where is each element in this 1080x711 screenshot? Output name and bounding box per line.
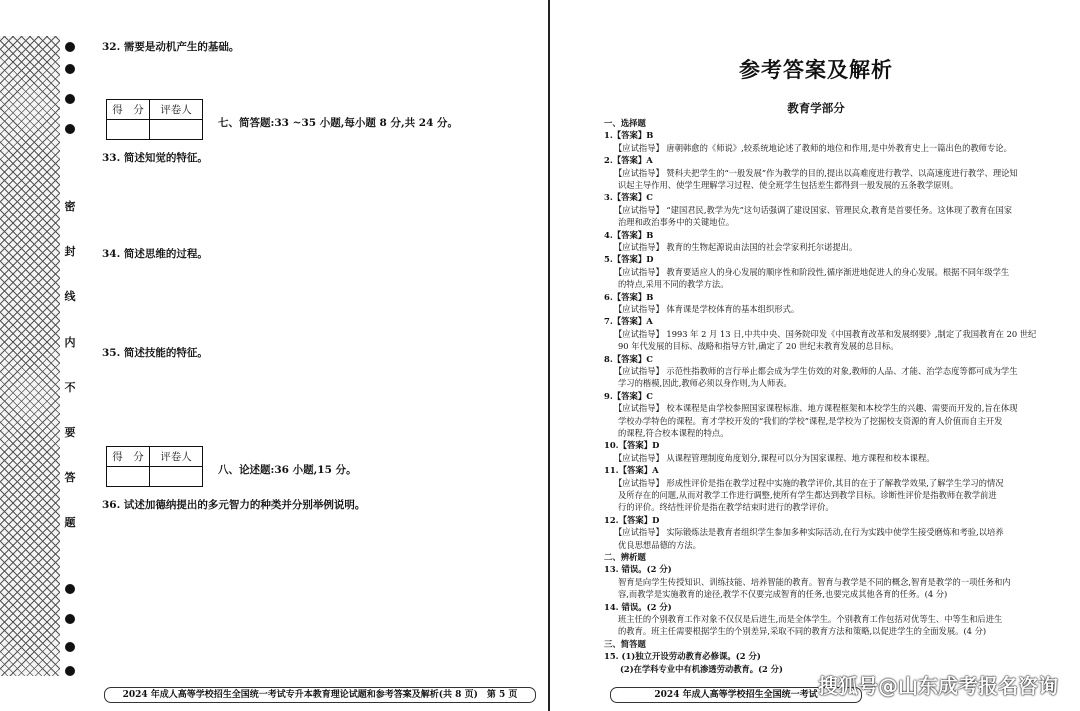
punch-hole-icon [65,124,75,134]
answer-title: 参考答案及解析 [739,57,893,82]
answer-line: 的特点,采用不同的教学方法。 [618,279,729,290]
score-header: 得 分 [107,100,150,120]
answer-line: 及所存在的问题,从而对教学工作进行调整,使所有学生都达到教学目标。诊断性评价是指教师在教学前进 [618,490,997,500]
answer-line: 容,而教学是实施教育的途径,教学不仅要完成智育的任务,也要完成其他各育的任务。(4 分) [618,589,948,600]
question-34: 34. 简述思维的过程。 [102,248,208,260]
page-divider [548,0,550,711]
score-cell [107,120,150,140]
seal-char: 题 [64,516,76,529]
page-footer: 2024 年成人高等学校招生全国统一考试专升本教育理论试题和参考答案及解析(共 8 页) 第 5 页 [104,687,536,703]
answer-line: 治理和政治事务中的关键地位。 [618,217,735,228]
answer-line: 的课程,符合校本课程的特点。 [618,428,729,438]
answer-line: 识起主导作用、使学生理解学习过程、使全班学生包括差生都得到一般发展的五条教学原则。 [618,180,959,190]
right-page [552,0,1080,711]
answer-line: 优良思想品德的方法。 [618,539,701,550]
answer-line: 一、选择题 [604,118,646,128]
answer-line: 的教育。班主任需要根据学生的个别差异,采取不同的教育方法和策略,以促进学生的全面发展。(4 分) [618,626,987,637]
answer-line: 行的评价。终结性评价是指在教学结束时进行的教学评价。 [618,502,834,513]
answer-line: 8.【答案】C [604,353,653,364]
seal-line-column [60,36,82,676]
punch-hole-icon [65,584,75,594]
answer-line: 14. 错误。(2 分) [604,601,672,612]
answer-line: 6.【答案】B [604,291,654,302]
answer-line: 2.【答案】A [604,155,653,166]
score-box [106,99,203,140]
seal-char: 要 [64,426,76,439]
answer-line: 【应试指导】 校本课程是由学校参照国家课程标准、地方课程框架和本校学生的兴趣、需要而开发的,旨在体现 [614,403,1018,414]
answer-line: 【应试指导】 1993 年 2 月 13 日,中共中央、国务院印发《中国教育改革和发展纲要》,制定了我国教育在 20 世纪 [614,328,1037,339]
seal-char: 封 [64,245,76,258]
punch-hole-icon [65,642,75,652]
punch-hole-icon [65,64,75,74]
page-footer: 2024 年成人高等学校招生全国统一考试 [610,687,862,703]
answer-subtitle: 教育学部分 [787,101,845,115]
watermark-text: 搜狐号@山东成考报名咨询 [818,674,1058,698]
section-7-heading: 七、简答题:33 ~35 小题,每小题 8 分,共 24 分。 [218,117,459,129]
binding-strip [0,36,60,676]
answer-line: 11.【答案】A [604,465,659,476]
answer-line: 【应试指导】 体育课是学校体育的基本组织形式。 [614,304,800,314]
answer-line: 班主任的个别教育工作对象不仅仅是后进生,而是全体学生。个别教育工作包括对优等生、中等生和后进生 [618,614,1003,624]
answer-line: 【应试指导】 赞科夫把学生的“一般发展”作为教学的目的,提出以高难度进行教学、以高速度进行教学、理论知 [614,167,1018,178]
grader-header: 评卷人 [150,447,203,467]
seal-char: 线 [64,290,76,303]
answer-line: 12.【答案】D [604,514,660,525]
answer-line: 智育是向学生传授知识、训练技能、培养智能的教育。智育与教学是不同的概念,智育是教学的一项任务和内 [618,576,1011,587]
answer-line: 13. 错误。(2 分) [604,564,672,575]
answer-line: 9.【答案】C [604,390,653,401]
answer-line: 4.【答案】B [604,229,654,240]
section-8-heading: 八、论述题:36 小题,15 分。 [218,464,357,476]
answer-line: 三、简答题 [604,638,646,649]
seal-char: 答 [64,471,76,484]
answer-line: (2)在学科专业中有机渗透劳动教育。(2 分) [620,663,783,674]
answer-line: 15. (1)独立开设劳动教育必修课。(2 分) [604,651,761,662]
answer-line: 【应试指导】 从课程管理制度角度划分,课程可以分为国家课程、地方课程和校本课程。 [614,452,935,463]
punch-hole-icon [65,94,75,104]
grader-header: 评卷人 [150,100,203,120]
punch-hole-icon [65,666,75,676]
grader-cell [150,467,203,487]
score-box [106,446,203,487]
punch-hole-icon [65,42,75,52]
answer-line: 7.【答案】A [604,316,653,327]
question-36: 36. 试述加德纳提出的多元智力的种类并分别举例说明。 [102,499,366,511]
answer-line: 二、辨析题 [604,552,646,562]
answer-line: 1.【答案】B [604,130,654,141]
seal-char: 不 [64,381,76,394]
answer-line: 【应试指导】 教育要适应人的身心发展的顺序性和阶段性,循序渐进地促进人的身心发展。根据不同年级学生 [614,266,1010,277]
answer-line: 【应试指导】 唐朝韩愈的《师说》,较系统地论述了教师的地位和作用,是中外教育史上一篇出色的教师专论。 [614,142,1012,153]
answer-line: 90 年代发展的目标、战略和指导方针,确定了 20 世纪末教育发展的总目标。 [618,341,899,352]
answer-line: 【应试指导】 实际锻炼法是教育者组织学生参加多种实际活动,在行为实践中使学生接受磨炼和考验,以培养 [614,527,1004,538]
answer-line: 【应试指导】 “建国君民,教学为先”这句话强调了建设国家、管理民众,教育是首要任务。这体现了教育在国家 [614,204,1013,215]
answer-line: 学习的楷模,因此,教师必须以身作则,为人师表。 [618,378,792,389]
seal-char: 密 [64,200,76,213]
question-32: 32. 需要是动机产生的基础。 [102,41,240,53]
seal-char: 内 [64,336,76,349]
grader-cell [150,120,203,140]
answer-line: 3.【答案】C [604,192,653,203]
answer-line: 学校办学特色的课程。育才学校开发的“我们的学校”课程,是学校为了挖掘校支资源的育人价值而自主开发 [618,415,1003,426]
punch-hole-icon [65,614,75,624]
answer-line: 5.【答案】D [604,254,654,265]
answer-line: 【应试指导】 教育的生物起源说由法国的社会学家利托尔诺提出。 [614,242,858,252]
answer-line: 【应试指导】 示范性指教师的言行举止都会成为学生仿效的对象,教师的人品、才能、治学态度等都可成为学生 [614,366,1018,376]
answer-line: 10.【答案】D [604,440,660,451]
score-cell [107,467,150,487]
question-35: 35. 简述技能的特征。 [102,347,208,359]
question-33: 33. 简述知觉的特征。 [102,152,208,164]
answer-line: 【应试指导】 形成性评价是指在教学过程中实施的教学评价,其目的在于了解教学效果,了解学生学习的情况 [614,477,1004,488]
score-header: 得 分 [107,447,150,467]
